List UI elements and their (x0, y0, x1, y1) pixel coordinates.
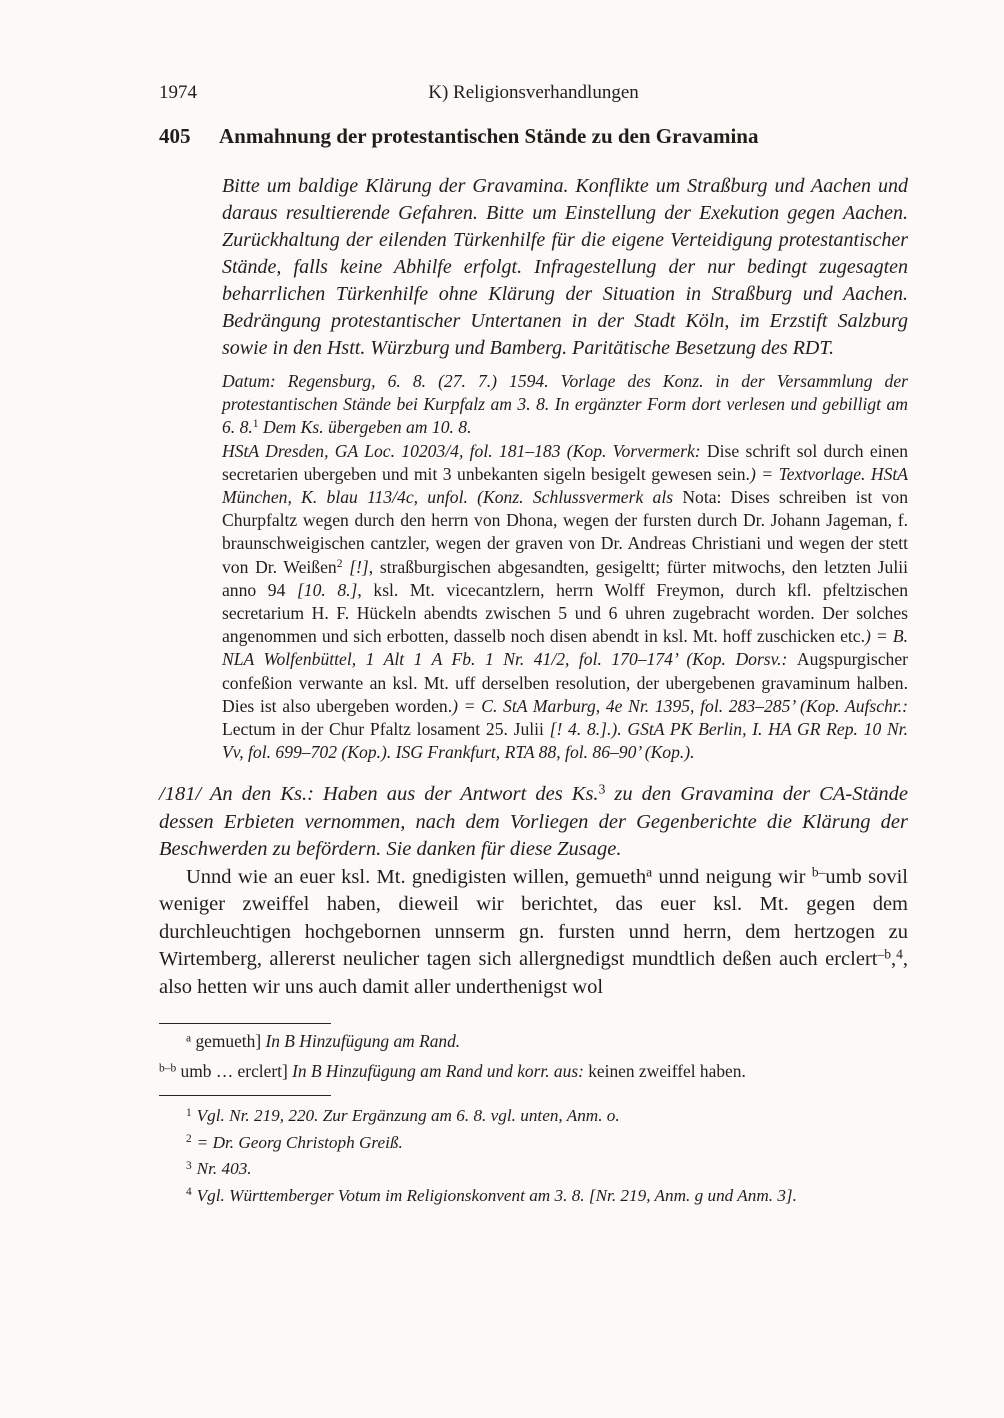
body-paragraph-2: Unnd wie an euer ksl. Mt. gnedigisten willen, gemueth$^a$ unnd neigung wir $^{b-}$umb sovil weniger zweiffel haben, dieweil wir berichtet, das euer ksl. Mt. gegen dem durchleuchtigen hochgebornen unnserm gn. fursten unnd herrn, dem hertzogen zu Wirtemberg, allererst neulicher tagen sich allergnedigst mundtlich deßen auch erclert$^{-b}$,$^4$, also hetten wir uns auch damit aller underthenigst wol (159, 864, 908, 998)
document-title: Anmahnung der protestantischen Stände zu den Gravamina (219, 124, 759, 148)
body-paragraph-1: /181/ An den Ks.: Haben aus der Antwort des Ks.$^3$ zu den Gravamina der CA-Stände dessen Erbieten vernommen, nach dem Vorliegen der Gegenberichte die Klärung der Beschwerden zu befördern. Sie danken für diese Zusage. (159, 781, 908, 861)
footnote-2-marker: 2 (186, 1133, 192, 1146)
running-title: K) Religionsverhandlungen (428, 82, 639, 103)
footnote-1-marker: 1 (186, 1106, 192, 1119)
text-block (159, 82, 908, 1208)
running-header (159, 82, 908, 108)
document-heading (159, 124, 908, 149)
footnote-3 (159, 1157, 908, 1182)
footnote-2-text: = Dr. Georg Christoph Greiß. (196, 1132, 403, 1152)
footnote-2 (159, 1131, 908, 1156)
apparatus-divider (159, 1023, 331, 1024)
footnote-divider (159, 1095, 331, 1096)
document-number: 405 (159, 124, 191, 148)
page-number: 1974 (159, 82, 197, 103)
summary-paragraph: Bitte um baldige Klärung der Gravamina. Konflikte um Straßburg und Aachen und daraus resultierende Gefahren. Bitte um Einstellung der Exekution gegen Aachen. Zurückhaltung der eilenden Türkenhilfe für die eigene Verteidigung protestantischer Stände, falls keine Abhilfe erfolgt. Infragestellung der nur bedingt zugesagten beharrlichen Türkenhilfe ohne Klärung der Situation in Straßburg und Aachen. Bedrängung protestantischer Untertanen in der Stadt Köln, im Erzstift Salzburg sowie in den Hstt. Würzburg und Bamberg. Paritätische Besetzung des RDT. (222, 175, 908, 359)
footnote-4 (159, 1184, 908, 1209)
footnote-4-text: Vgl. Württemberger Votum im Religionskonvent am 3. 8. [Nr. 219, Anm. g und Anm. 3]. (196, 1185, 797, 1205)
footnote-3-marker: 3 (186, 1159, 192, 1172)
footnote-1-text: Vgl. Nr. 219, 220. Zur Ergänzung am 6. 8. vgl. unten, Anm. o. (196, 1106, 620, 1126)
datum-paragraph: Datum: Regensburg, 6. 8. (27. 7.) 1594. Vorlage des Konz. in der Versammlung der protestantischen Stände bei Kurpfalz am 3. 8. In ergänzter Form dort verlesen und gebilligt am 6. 8.$^1$ Dem Ks. übergeben am 10. 8. (222, 371, 908, 438)
apparatus-note-b: $^{b-b}$ umb … erclert] In B Hinzufügung am Rand und korr. aus: keinen zweiffel haben. (159, 1060, 746, 1081)
sources-paragraph: HStA Dresden, GA Loc. 10203/4, fol. 181–183 (Kop. Vorvermerk: Dise schrift sol durch einen secretarien ubergeben und mit 3 unbekanten sigeln besigelt gewesen sein.) = Textvorlage. HStA München, K. blau 113/4c, unfol. (Konz. Schlussvermerk als Nota: Dises schreiben ist von Churpfaltz wegen durch den herrn von Dhona, wegen der fursten durch Dr. Johann Jageman, f. braunschweigischen cantzler, wegen der graven von Dr. Andreas Christiani und wegen der stett von Dr. Weißen$^2$ [!], straßburgischen abgesandten, gesigeltt; fürter mitwochs, den letzten Julii anno 94 [10. 8.], ksl. Mt. vicecantzlern, herrn Wolff Freymon, durch kfl. pfeltzischen secretarium H. F. Hückeln abendts zwischen 5 und 6 uhren zugebracht worden. Der solches angenommen und sich erbotten, dasselb noch disen abendt in ksl. Mt. hoff zuschicken etc.) = B. NLA Wolfenbüttel, 1 Alt 1 A Fb. 1 Nr. 41/2, fol. 170–174’ (Kop. Dorsv.: Augspurgischer confeßion verwante an ksl. Mt. uff derselben resolution, der ubergebenen gravaminum halben. Dies ist also ubergeben worden.) = C. StA Marburg, 4e Nr. 1395, fol. 283–285’ (Kop. Aufschr.: Lectum in der Chur Pfaltz losament 25. Julii [! 4. 8.].). GStA PK Berlin, I. HA GR Rep. 10 Nr. Vv, fol. 699–702 (Kop.). ISG Frankfurt, RTA 88, fol. 86–90’ (Kop.). (222, 440, 909, 763)
apparatus-note-a: $^a$ gemueth] In B Hinzufügung am Rand. (186, 1031, 461, 1052)
footnote-3-text: Nr. 403. (196, 1159, 252, 1179)
footnotes (159, 1104, 908, 1208)
footnote-4-marker: 4 (186, 1186, 192, 1199)
footnote-1 (159, 1104, 908, 1129)
